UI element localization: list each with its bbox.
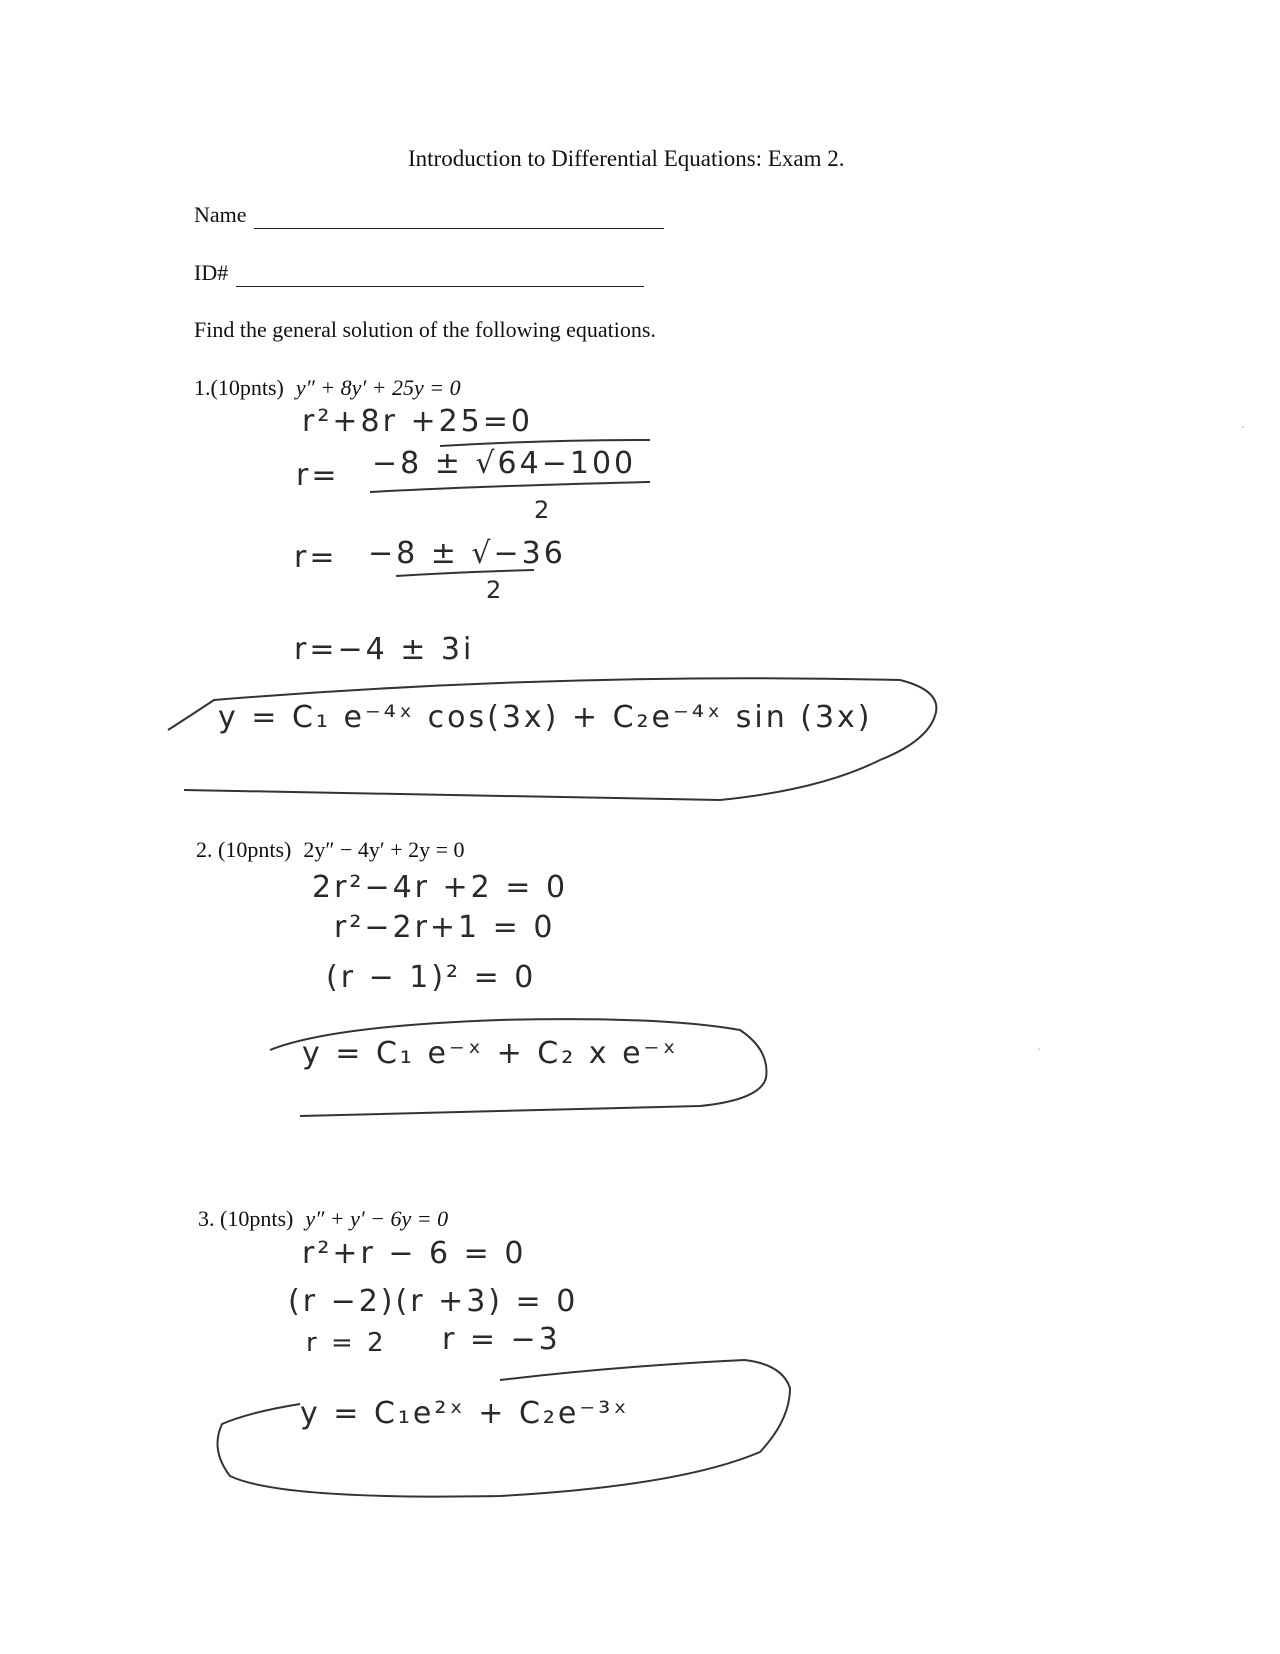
p1-work-denominator-2: 2 (486, 576, 505, 604)
id-field-line (236, 286, 644, 287)
problem-3-label: 3. (10pnts) (198, 1206, 294, 1231)
name-label: Name (194, 202, 247, 227)
problem-1-equation: y″ + 8y′ + 25y = 0 (295, 375, 461, 400)
p1-work-r-label-1: r= (296, 458, 340, 493)
p3-answer: y = C₁e²ˣ + C₂e⁻³ˣ (300, 1396, 630, 1431)
problem-3-equation: y″ + y′ − 6y = 0 (305, 1206, 449, 1231)
problem-3-heading (198, 1206, 448, 1232)
scan-mark (1038, 1048, 1040, 1050)
problem-2-label: 2. (10pnts) (196, 837, 292, 862)
problem-1-heading (194, 375, 461, 401)
p2-work-line-2: r²−2r+1 = 0 (334, 910, 556, 945)
p2-work-line-1: 2r²−4r +2 = 0 (312, 870, 569, 905)
p1-work-line-1: r²+8r +25=0 (302, 404, 533, 439)
p1-work-numerator-1: −8 ± √64−100 (372, 446, 637, 481)
p1-work-numerator-2: −8 ± √−36 (368, 536, 566, 571)
problem-1-label: 1.(10pnts) (194, 375, 284, 400)
p3-work-line-2: (r −2)(r +3) = 0 (288, 1284, 579, 1319)
p1-answer: y = C₁ e⁻⁴ˣ cos(3x) + C₂e⁻⁴ˣ sin (3x) (218, 700, 873, 735)
p3-root-2: r = −3 (442, 1322, 561, 1357)
instruction-text: Find the general solution of the following equations. (194, 317, 656, 342)
scan-mark (1242, 426, 1244, 428)
exam-title: Introduction to Differential Equations: Exam 2. (408, 146, 845, 171)
p3-root-1: r = 2 (306, 1328, 387, 1358)
p1-work-r-label-2: r= (294, 540, 338, 575)
p1-fraction-bar-1 (370, 482, 650, 492)
p3-work-line-1: r²+r − 6 = 0 (302, 1236, 527, 1271)
id-label: ID# (194, 260, 229, 285)
p2-work-line-3: (r − 1)² = 0 (326, 960, 537, 995)
p1-work-roots: r=−4 ± 3i (294, 632, 475, 667)
p1-work-denominator-1: 2 (534, 496, 553, 524)
name-field-line (254, 228, 664, 229)
p1-answer-loop (168, 678, 936, 800)
problem-2-equation: 2y″ − 4y′ + 2y = 0 (303, 837, 465, 862)
p2-answer: y = C₁ e⁻ˣ + C₂ x e⁻ˣ (302, 1036, 679, 1071)
problem-2-heading (196, 837, 465, 863)
